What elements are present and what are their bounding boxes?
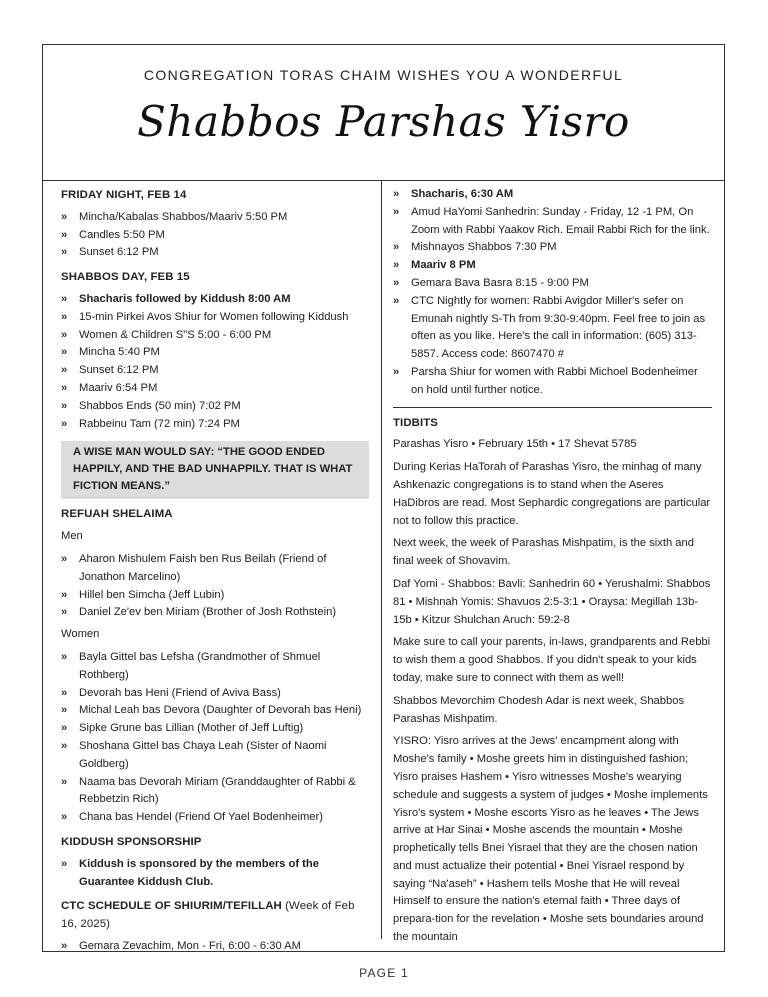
list-item: » Mishnayos Shabbos 7:30 PM	[393, 239, 712, 257]
list-item: » Sunset 6:12 PM	[61, 244, 369, 262]
list-item: » Michal Leah bas Devora (Daughter of Devorah bas Heni)	[61, 702, 369, 720]
list-item: » Parsha Shiur for women with Rabbi Michoel Bodenheimer on hold until further notice.	[393, 364, 712, 400]
list-item: » Candles 5:50 PM	[61, 227, 369, 245]
left-column	[43, 181, 381, 951]
list-item: » Naama bas Devorah Miriam (Granddaughter of Rabbi & Rebbetzin Rich)	[61, 774, 369, 810]
list-item: » Gemara Bava Basra 8:15 - 9:00 PM	[393, 275, 712, 293]
list-item: » Shacharis, 6:30 AM	[393, 186, 712, 204]
tidbit-paragraph: Make sure to call your parents, in-laws, grandparents and Rebbi to wish them a good Shabbos. If you didn't speak to your kids today, make sure to connect with them as well!	[393, 636, 711, 684]
tidbit-paragraph: Next week, the week of Parashas Mishpatim, is the sixth and final week of Shovavim.	[393, 537, 694, 568]
newsletter-frame	[42, 44, 725, 952]
list-item: » Sunset 6:12 PM	[61, 362, 369, 380]
women-label: Women	[61, 628, 100, 641]
shabbos-list	[61, 291, 369, 433]
list-item: » Maariv 8 PM	[393, 257, 712, 275]
list-item: » Devorah bas Heni (Friend of Aviva Bass)	[61, 685, 369, 703]
women-list	[61, 649, 369, 827]
masthead-subtitle: CONGREGATION TORAS CHAIM WISHES YOU A WONDERFUL	[143, 67, 624, 83]
list-item: » Kiddush is sponsored by the members of the Guarantee Kiddush Club.	[61, 856, 369, 892]
list-item: » Shoshana Gittel bas Chaya Leah (Sister of Naomi Goldberg)	[61, 738, 369, 774]
list-item: » Sipke Grune bas Lillian (Mother of Jeff Luftig)	[61, 720, 369, 738]
tidbit-paragraph: Shabbos Mevorchim Chodesh Adar is next week, Shabbos Parashas Mishpatim.	[393, 694, 685, 725]
list-item: » CTC Nightly for women: Rabbi Avigdor Miller's sefer on Emunah nightly S-Th from 9:30-9:40pm. Feel free to join as often as you like. Here's the call in information: (605) 313-5857. Access code: 8607470 #	[393, 293, 712, 364]
quote-box: A WISE MAN WOULD SAY: “THE GOOD ENDED HAPPILY, AND THE BAD UNHAPPILY. THAT IS WHAT FICTION MEANS.”	[61, 441, 369, 499]
list-item: » Amud HaYomi Sanhedrin: Sunday - Friday, 12 -1 PM, On Zoom with Rabbi Yaakov Rich. Email Rabbi Rich for the link.	[393, 204, 712, 240]
ctc-heading-text: CTC SCHEDULE OF SHIURIM/TEFILLAH	[61, 900, 282, 913]
list-item: » 15-min Pirkei Avos Shiur for Women following Kiddush	[61, 309, 369, 327]
ctc-heading-note: (Week of Feb 16, 2025)	[61, 900, 355, 931]
list-item: » Daniel Ze'ev ben Miriam (Brother of Josh Rothstein)	[61, 604, 369, 622]
ctc-list-right	[393, 186, 712, 400]
friday-list	[61, 209, 369, 262]
shabbos-heading: SHABBOS DAY, FEB 15	[61, 271, 190, 284]
list-item: » Chana bas Hendel (Friend Of Yael Bodenheimer)	[61, 809, 369, 827]
page-number: PAGE 1	[359, 966, 409, 980]
tidbit-paragraph: Daf Yomi - Shabbos: Bavli: Sanhedrin 60 • Yerushalmi: Shabbos 81 • Mishnah Yomis: Shavuos 2:5-3:1 • Oraysa: Megillah 13b-15b • Kitzur Shulchan Aruch: 59:2-8	[393, 577, 711, 626]
ctc-heading	[61, 898, 369, 934]
list-item: » Hillel ben Simcha (Jeff Lubin)	[61, 587, 369, 605]
men-list	[61, 551, 369, 622]
list-item: » Shacharis followed by Kiddush 8:00 AM	[61, 291, 369, 309]
refuah-heading: REFUAH SHELAIMA	[61, 508, 173, 521]
tidbit-paragraph: YISRO: Yisro arrives at the Jews' encampment along with Moshe's family • Moshe greets him in distinguished fashion; Yisro praises Hashem • Yisro witnesses Moshe's wearying schedule and suggests a system of judges • Moshe implements Yisro's system • Moshe escorts Yisro as he leaves • The Jews arrive at Har Sinai • Moshe ascends the mountain • Moshe prophetically tells Bnei Yisrael that they are the chosen nation and must actualize their potential • Bnei Yisrael respond by saying “Na'aseh” • Hashem tells Moshe that He will reveal Himself to ensure the nation's eternal faith • Three days of prepara-tion for the revelation • Moshe sets boundaries around the mountain	[393, 735, 708, 944]
list-item: » Mincha 5:40 PM	[61, 344, 369, 362]
masthead	[43, 45, 724, 181]
right-column	[381, 181, 726, 951]
men-label: Men	[61, 530, 83, 543]
kiddush-heading: KIDDUSH SPONSORSHIP	[61, 835, 202, 848]
list-item: » Bayla Gittel bas Lefsha (Grandmother of Shmuel Rothberg)	[61, 649, 369, 685]
list-item: » Rabbeinu Tam (72 min) 7:24 PM	[61, 416, 369, 434]
list-item: » Aharon Mishulem Faish ben Rus Beilah (Friend of Jonathon Marcelino)	[61, 551, 369, 587]
list-item: » Mincha/Kabalas Shabbos/Maariv 5:50 PM	[61, 209, 369, 227]
ctc-list-left	[61, 938, 369, 956]
friday-heading: FRIDAY NIGHT, FEB 14	[61, 189, 187, 201]
section-rule	[393, 407, 712, 408]
kiddush-list	[61, 856, 369, 892]
masthead-title: Shabbos Parshas Yisro	[137, 97, 630, 146]
list-item: » Maariv 6:54 PM	[61, 380, 369, 398]
tidbit-paragraph: Parashas Yisro • February 15th • 17 Shevat 5785	[393, 438, 637, 451]
list-item: » Gemara Zevachim, Mon - Fri, 6:00 - 6:30 AM	[61, 938, 369, 956]
list-item: » Women & Children S"S 5:00 - 6:00 PM	[61, 327, 369, 345]
tidbits-heading: TIDBITS	[393, 416, 438, 429]
tidbit-paragraph: During Kerias HaTorah of Parashas Yisro, the minhag of many Ashkenazic congregations is to stand when the Aseres HaDibros are read. Most Sephardic congregations are particular not to follow this practice.	[393, 461, 711, 527]
list-item: » Shabbos Ends (50 min) 7:02 PM	[61, 398, 369, 416]
